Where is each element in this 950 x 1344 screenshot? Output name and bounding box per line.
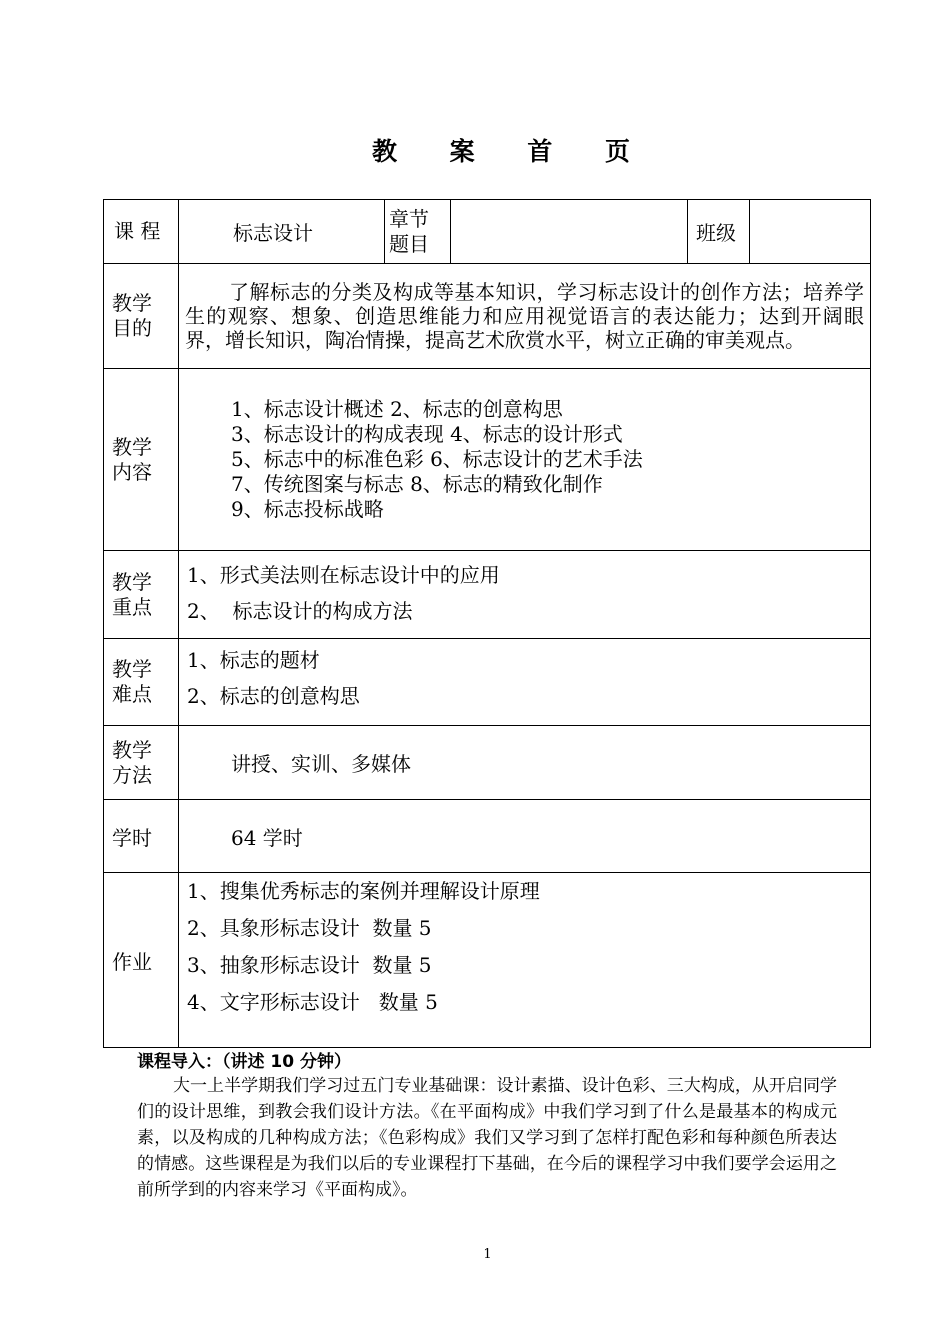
class-label: 班级 (688, 200, 750, 264)
homework-row (104, 873, 871, 1048)
homework-label: 作业 (104, 873, 179, 1048)
difficulties-row (104, 639, 871, 726)
class-value (750, 200, 871, 264)
intro-paragraph: 大一上半学期我们学习过五门专业基础课：设计素描、设计色彩、三大构成，从开启同学们的设计思维，到教会我们设计方法。《在平面构成》中我们学习到了什么是最基本的构成元素，以及构成的几种构成方法；《色彩构成》我们又学习到了怎样打配色彩和每种颜色所表达的情感。这些课程是为我们以后的专业课程打下基础，在今后的课程学习中我们要学会运用之前所学到的内容来学习《平面构成》。 (137, 1076, 837, 1200)
content-item: 7、传统图案与标志 8、标志的精致化制作 (231, 472, 603, 496)
difficulties-list (179, 639, 871, 726)
course-value: 标志设计 (179, 200, 385, 264)
difficulty-item: 2、标志的创意构思 (187, 684, 360, 708)
difficulties-label-text: 教学难点 (112, 657, 152, 706)
course-label: 课 程 (104, 200, 179, 264)
content-item: 3、标志设计的构成表现 4、标志的设计形式 (231, 422, 623, 446)
chapter-label-text: 章节题目 (389, 206, 429, 256)
homework-item: 1、搜集优秀标志的案例并理解设计原理 (187, 879, 540, 903)
methods-row (104, 726, 871, 800)
goal-text (179, 264, 871, 369)
difficulty-item: 1、标志的题材 (187, 648, 320, 672)
difficulties-label (104, 639, 179, 726)
key-points-label-text: 教学重点 (112, 569, 152, 619)
homework-item: 4、文字形标志设计 数量 5 (187, 990, 438, 1014)
content-row (104, 369, 871, 551)
goal-label-text: 教学目的 (112, 291, 152, 340)
course-row (104, 200, 871, 264)
content-item: 9、标志投标战略 (231, 497, 384, 521)
methods-label (104, 726, 179, 800)
key-points-label (104, 551, 179, 639)
methods-label-text: 教学方法 (112, 737, 152, 787)
content-item: 1、标志设计概述 2、标志的创意构思 (231, 397, 563, 421)
content-label-text: 教学内容 (112, 434, 152, 484)
intro-heading: 课程导入：（讲述 10 分钟） (137, 1052, 351, 1072)
methods-text: 讲授、实训、多媒体 (179, 726, 871, 800)
hours-label: 学时 (104, 800, 179, 873)
homework-item: 3、抽象形标志设计 数量 5 (187, 953, 432, 977)
key-point-item: 2、 标志设计的构成方法 (187, 599, 413, 623)
homework-item: 2、具象形标志设计 数量 5 (187, 916, 432, 940)
lesson-plan-table (103, 199, 871, 1048)
homework-list (179, 873, 871, 1048)
goal-label (104, 264, 179, 369)
content-list (179, 369, 871, 551)
key-point-item: 1、形式美法则在标志设计中的应用 (187, 563, 500, 587)
key-points-list (179, 551, 871, 639)
hours-row (104, 800, 871, 873)
hours-text: 64 学时 (179, 800, 871, 873)
content-item: 5、标志中的标准色彩 6、标志设计的艺术手法 (231, 447, 643, 471)
goal-row (104, 264, 871, 369)
chapter-value (451, 200, 688, 264)
chapter-label (385, 200, 451, 264)
content-label (104, 369, 179, 551)
page-title: 教 案 首 页 (371, 137, 653, 166)
page-number: 1 (483, 1247, 492, 1262)
goal-paragraph: 了解标志的分类及构成等基本知识，学习标志设计的创作方法；培养学生的观察、想象、创造思维能力和应用视觉语言的表达能力；达到开阔眼界，增长知识，陶冶情操，提高艺术欣赏水平，树立正确的审美观点。 (185, 280, 864, 352)
key-points-row (104, 551, 871, 639)
